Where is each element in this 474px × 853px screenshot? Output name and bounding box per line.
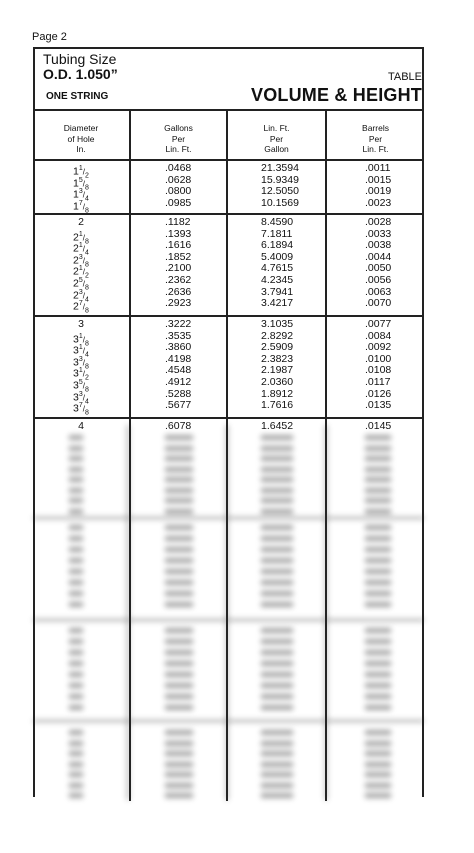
diameter-denominator: 8 [85, 307, 89, 315]
obscured-value [365, 639, 391, 644]
obscured-value [165, 558, 193, 563]
diameter-whole: 2 [73, 300, 79, 313]
diameter-numerator: 3 [78, 253, 83, 261]
obscured-value [365, 672, 391, 677]
diameter-whole: 1 [73, 200, 79, 213]
obscured-value [69, 694, 83, 699]
diameter-denominator: 4 [85, 296, 89, 304]
obscured-value [69, 672, 83, 677]
diameter-numerator: 7 [78, 402, 83, 410]
obscured-value [165, 477, 193, 482]
diameter-denominator: 2 [85, 272, 89, 280]
barrels-per-ft-cell: .0056 [365, 274, 392, 286]
diameter-numerator: 1 [78, 367, 83, 375]
diameter-numerator: 3 [78, 390, 83, 398]
obscured-value [69, 591, 83, 596]
barrels-per-ft-cell: .0063 [365, 285, 392, 298]
obscured-value [69, 772, 83, 777]
diameter-numerator: 5 [78, 277, 83, 284]
diameter-numerator: 5 [78, 176, 83, 184]
gallons-per-ft-cell: .3860 [165, 341, 192, 354]
fraction-slash: / [82, 335, 86, 345]
obscured-value [261, 456, 293, 461]
gallons-per-ft-cell: .0800 [165, 185, 192, 198]
barrels-per-ft-cell: .0038 [365, 239, 392, 252]
gallons-per-ft-cell: .3535 [165, 329, 192, 342]
obscured-value [165, 661, 193, 666]
obscured-value [261, 488, 293, 493]
gallons-per-ft-cell: .0628 [165, 173, 192, 186]
diameter-denominator: 2 [85, 374, 89, 382]
obscured-value [261, 591, 293, 596]
fraction-slash: / [82, 346, 86, 356]
gallons-per-ft-cell: .1182 [165, 216, 191, 228]
fraction-slash: / [82, 179, 86, 189]
fraction-slash: / [82, 358, 86, 368]
obscured-value [365, 591, 391, 596]
ft-per-gallon-cell: 4.2345 [261, 274, 294, 286]
obscured-value [261, 435, 293, 440]
diameter-whole: 1 [73, 177, 79, 190]
string-label: ONE STRING [46, 91, 109, 102]
obscured-value [365, 783, 391, 788]
ft-per-gallon-cell: 2.0360 [261, 376, 294, 388]
diameter-denominator: 8 [85, 363, 89, 371]
obscured-value [69, 730, 83, 735]
ft-per-gallon-cell: 4.7615 [261, 262, 294, 275]
obscured-value [365, 650, 391, 655]
obscured-value [69, 498, 83, 503]
diameter-numerator: 1 [78, 230, 83, 238]
page-label: Page 2 [32, 31, 67, 43]
diameter-denominator: 8 [85, 340, 89, 348]
obscured-value [261, 650, 293, 655]
obscured-value [261, 547, 293, 552]
obscured-value [165, 446, 193, 451]
barrels-per-ft-cell: .0108 [365, 364, 392, 377]
obscured-value [365, 793, 391, 798]
gallons-per-ft-cell: .0468 [165, 162, 192, 174]
obscured-value [261, 694, 293, 699]
obscured-value [261, 672, 293, 677]
header-line: Gallons [164, 123, 193, 133]
diameter-denominator: 2 [85, 172, 89, 180]
fraction-slash: / [82, 291, 86, 301]
barrels-per-ft-cell: .0033 [365, 227, 392, 240]
diameter-whole: 2 [73, 242, 79, 255]
header-line: Gallon [264, 144, 289, 154]
header-line: Barrels [362, 123, 389, 133]
hole-diameter-cell [33, 400, 129, 419]
obscured-value [165, 694, 193, 699]
header-line: Lin. Ft. [362, 144, 389, 154]
obscured-value [165, 639, 193, 644]
obscured-value [261, 580, 293, 585]
obscured-value [365, 628, 391, 633]
ft-per-gallon-cell: 6.1894 [261, 239, 294, 252]
obscured-value [365, 498, 391, 503]
obscured-value [365, 661, 391, 666]
obscured-value [165, 536, 193, 541]
obscured-value [165, 569, 193, 574]
obscured-value [261, 683, 293, 688]
obscured-value [261, 741, 293, 746]
diameter-whole: 3 [78, 318, 84, 330]
ft-per-gallon-cell: 7.1811 [261, 227, 293, 240]
ft-per-gallon-cell: 12.5050 [261, 185, 299, 198]
od-label: O.D. 1.050” [43, 66, 118, 82]
ft-per-gallon-cell: 3.1035 [261, 318, 294, 330]
ft-per-gallon-cell: 2.8292 [261, 329, 294, 342]
gallons-per-ft-cell: .4198 [165, 352, 192, 365]
table-title: VOLUME & HEIGHT [250, 85, 422, 105]
barrels-per-ft-cell: .0084 [365, 329, 392, 342]
obscured-value [69, 467, 83, 472]
obscured-value [165, 762, 193, 767]
obscured-value [165, 683, 193, 688]
obscured-table-region [33, 425, 424, 805]
obscured-value [165, 650, 193, 655]
diameter-numerator: 5 [78, 379, 83, 386]
barrels-per-ft-cell: .0023 [365, 196, 392, 209]
table-label: TABLE [387, 71, 422, 83]
diameter-numerator: 3 [78, 355, 83, 363]
obscured-value [165, 772, 193, 777]
barrels-per-ft-cell: .0092 [365, 341, 392, 354]
obscured-value [261, 509, 293, 514]
obscured-value [365, 536, 391, 541]
ft-per-gallon-cell: 8.4590 [261, 216, 294, 228]
diameter-whole: 3 [73, 379, 79, 392]
fraction-slash: / [82, 256, 86, 266]
diameter-denominator: 8 [85, 386, 89, 394]
diameter-whole: 2 [73, 231, 79, 244]
obscured-value [69, 741, 83, 746]
gallons-per-ft-cell: .0985 [165, 196, 192, 209]
obscured-value [261, 661, 293, 666]
obscured-value [69, 435, 83, 440]
barrels-per-ft-cell: .0117 [365, 376, 391, 388]
obscured-value [69, 536, 83, 541]
obscured-value [365, 683, 391, 688]
ft-per-gallon-cell: 1.6452 [261, 420, 294, 432]
tubing-size-title: Tubing Size [43, 51, 117, 67]
obscured-value [261, 751, 293, 756]
diameter-numerator: 1 [78, 344, 83, 352]
ft-per-gallon-cell: 1.7616 [261, 399, 294, 412]
obscured-value [261, 762, 293, 767]
obscured-value [365, 456, 391, 461]
obscured-value [365, 509, 391, 514]
obscured-value [261, 730, 293, 735]
obscured-value [261, 477, 293, 482]
diameter-denominator: 8 [85, 261, 89, 269]
obscured-value [69, 509, 83, 514]
header-line: In. [76, 144, 86, 154]
obscured-value [165, 741, 193, 746]
header-line: Lin. Ft. [263, 123, 290, 133]
gallons-per-ft-cell: .3222 [165, 318, 192, 330]
gallons-per-ft-cell: .5677 [165, 399, 192, 412]
obscured-value [261, 628, 293, 633]
obscured-value [165, 705, 193, 710]
obscured-value [69, 488, 83, 493]
ft-per-gallon-cell: 3.7941 [261, 285, 294, 298]
obscured-value [69, 751, 83, 756]
obscured-value [165, 672, 193, 677]
obscured-value [261, 569, 293, 574]
diameter-denominator: 4 [85, 195, 89, 203]
barrels-per-ft-cell: .0028 [365, 216, 392, 228]
obscured-value [261, 536, 293, 541]
obscured-value [365, 525, 391, 530]
obscured-value [165, 488, 193, 493]
obscured-value [365, 772, 391, 777]
diameter-numerator: 3 [78, 188, 83, 196]
diameter-numerator: 1 [78, 242, 83, 250]
obscured-value [165, 435, 193, 440]
obscured-value [165, 509, 193, 514]
ft-per-gallon-cell: 3.4217 [261, 297, 294, 310]
obscured-value [365, 435, 391, 440]
column-header-gallons [131, 123, 226, 155]
barrels-per-ft-cell: .0126 [365, 387, 392, 400]
diameter-whole: 2 [73, 265, 79, 278]
obscured-value [69, 628, 83, 633]
obscured-value [165, 498, 193, 503]
barrels-per-ft-cell: .0015 [365, 173, 392, 186]
barrels-per-ft-cell: .0077 [365, 318, 392, 330]
obscured-value [165, 456, 193, 461]
obscured-value [69, 650, 83, 655]
diameter-whole: 3 [73, 402, 79, 415]
obscured-value [69, 705, 83, 710]
hole-diameter-cell [33, 298, 129, 317]
obscured-value [261, 705, 293, 710]
diameter-whole: 3 [73, 344, 79, 357]
barrels-per-ft-cell: .0011 [365, 162, 391, 174]
obscured-value [69, 783, 83, 788]
diameter-denominator: 8 [85, 184, 89, 192]
ft-per-gallon-cell: 2.5909 [261, 341, 294, 354]
obscured-value [165, 783, 193, 788]
diameter-denominator: 4 [85, 249, 89, 257]
diameter-whole: 4 [78, 420, 84, 432]
obscured-value [365, 488, 391, 493]
obscured-value [69, 446, 83, 451]
hole-diameter-cell [33, 217, 129, 229]
gallons-per-ft-cell: .2636 [165, 285, 192, 298]
obscured-value [261, 525, 293, 530]
obscured-value [69, 762, 83, 767]
diameter-whole: 3 [73, 356, 79, 369]
obscured-value [261, 602, 293, 607]
fraction-slash: / [82, 267, 86, 277]
barrels-per-ft-cell: .0050 [365, 262, 392, 275]
gallons-per-ft-cell: .1393 [165, 227, 192, 240]
diameter-denominator: 8 [85, 284, 89, 292]
ft-per-gallon-cell: 1.8912 [261, 387, 294, 400]
fraction-slash: / [82, 381, 86, 391]
hole-diameter-cell [33, 195, 129, 217]
fraction-slash: / [82, 233, 86, 243]
diameter-numerator: 3 [78, 288, 83, 296]
gallons-per-ft-cell: .2923 [165, 297, 192, 310]
fraction-slash: / [82, 202, 86, 212]
fraction-slash: / [82, 279, 86, 289]
diameter-denominator: 4 [85, 351, 89, 359]
obscured-value [165, 628, 193, 633]
ft-per-gallon-cell: 5.4009 [261, 250, 294, 263]
obscured-value [365, 762, 391, 767]
obscured-value [69, 639, 83, 644]
obscured-value [365, 730, 391, 735]
obscured-value [69, 558, 83, 563]
obscured-value [69, 602, 83, 607]
ft-per-gallon-cell: 10.1569 [261, 196, 299, 209]
gallons-per-ft-cell: .5288 [165, 387, 192, 400]
diameter-whole: 2 [73, 254, 79, 267]
diameter-denominator: 8 [85, 207, 89, 215]
obscured-value [261, 467, 293, 472]
diameter-denominator: 4 [85, 398, 89, 406]
diameter-whole: 3 [73, 391, 79, 404]
obscured-value [69, 477, 83, 482]
barrels-per-ft-cell: .0145 [365, 420, 392, 432]
diameter-numerator: 1 [78, 265, 83, 273]
header-line: Per [171, 133, 186, 144]
obscured-value [165, 730, 193, 735]
obscured-value [69, 793, 83, 798]
obscured-value [261, 772, 293, 777]
obscured-value [261, 446, 293, 451]
obscured-value [165, 525, 193, 530]
fraction-slash: / [82, 393, 86, 403]
diameter-denominator: 8 [85, 409, 89, 417]
ft-per-gallon-cell: 2.1987 [261, 364, 294, 377]
ft-per-gallon-cell: 21.3594 [261, 162, 299, 174]
barrels-per-ft-cell: .0019 [365, 185, 392, 198]
barrels-per-ft-cell: .0070 [365, 297, 392, 310]
diameter-whole: 2 [73, 289, 79, 302]
diameter-numerator: 7 [78, 300, 83, 308]
obscured-value [69, 580, 83, 585]
obscured-value [69, 661, 83, 666]
gallons-per-ft-cell: .2362 [165, 274, 192, 286]
barrels-per-ft-cell: .0135 [365, 399, 392, 412]
obscured-value [365, 705, 391, 710]
ft-per-gallon-cell: 2.3823 [261, 352, 294, 365]
header-line: Lin. Ft. [165, 144, 192, 154]
fraction-slash: / [82, 302, 86, 312]
obscured-value [365, 467, 391, 472]
gallons-per-ft-cell: .4912 [165, 376, 192, 388]
obscured-value [365, 694, 391, 699]
ft-per-gallon-cell: 15.9349 [261, 173, 299, 186]
diameter-numerator: 7 [78, 199, 83, 207]
column-header-diameter [33, 123, 129, 155]
diameter-denominator: 8 [85, 238, 89, 246]
column-header-barrels [327, 123, 424, 155]
obscured-value [365, 751, 391, 756]
obscured-value [261, 783, 293, 788]
diameter-whole: 2 [78, 216, 84, 228]
obscured-value [165, 547, 193, 552]
obscured-value [69, 525, 83, 530]
header-line: Per [269, 133, 284, 144]
fraction-slash: / [82, 190, 86, 200]
fraction-slash: / [82, 404, 86, 414]
diameter-whole: 3 [73, 333, 79, 346]
header-line: Diameter [63, 123, 99, 133]
column-header-lin-ft [228, 123, 325, 155]
obscured-value [165, 580, 193, 585]
gallons-per-ft-cell: .1616 [165, 239, 192, 252]
obscured-value [165, 467, 193, 472]
barrels-per-ft-cell: .0044 [365, 250, 392, 263]
obscured-value [261, 639, 293, 644]
fraction-slash: / [82, 167, 86, 177]
header-line: of Hole [67, 133, 95, 144]
obscured-value [261, 498, 293, 503]
diameter-whole: 1 [73, 188, 79, 201]
obscured-value [69, 683, 83, 688]
obscured-value [261, 558, 293, 563]
obscured-value [365, 547, 391, 552]
gallons-per-ft-cell: .2100 [165, 262, 192, 275]
obscured-value [365, 602, 391, 607]
diameter-numerator: 1 [78, 165, 83, 172]
obscured-value [365, 558, 391, 563]
diameter-numerator: 1 [78, 332, 83, 340]
gallons-per-ft-cell: .4548 [165, 364, 192, 377]
diameter-whole: 1 [73, 165, 79, 178]
hole-diameter-cell [33, 319, 129, 331]
obscured-value [165, 751, 193, 756]
obscured-value [365, 580, 391, 585]
obscured-value [69, 456, 83, 461]
header-line: Per [368, 133, 383, 144]
obscured-value [165, 793, 193, 798]
obscured-value [365, 741, 391, 746]
fraction-slash: / [82, 244, 86, 254]
fraction-slash: / [82, 369, 86, 379]
obscured-value [165, 591, 193, 596]
obscured-value [365, 477, 391, 482]
obscured-value [165, 602, 193, 607]
gallons-per-ft-cell: .6078 [165, 420, 192, 432]
obscured-value [261, 793, 293, 798]
obscured-value [69, 547, 83, 552]
gallons-per-ft-cell: .1852 [165, 250, 192, 263]
obscured-value [365, 446, 391, 451]
row-divider [33, 159, 424, 161]
diameter-whole: 3 [73, 367, 79, 380]
obscured-value [69, 569, 83, 574]
barrels-per-ft-cell: .0100 [365, 352, 392, 365]
diameter-whole: 2 [73, 277, 79, 290]
obscured-value [365, 569, 391, 574]
